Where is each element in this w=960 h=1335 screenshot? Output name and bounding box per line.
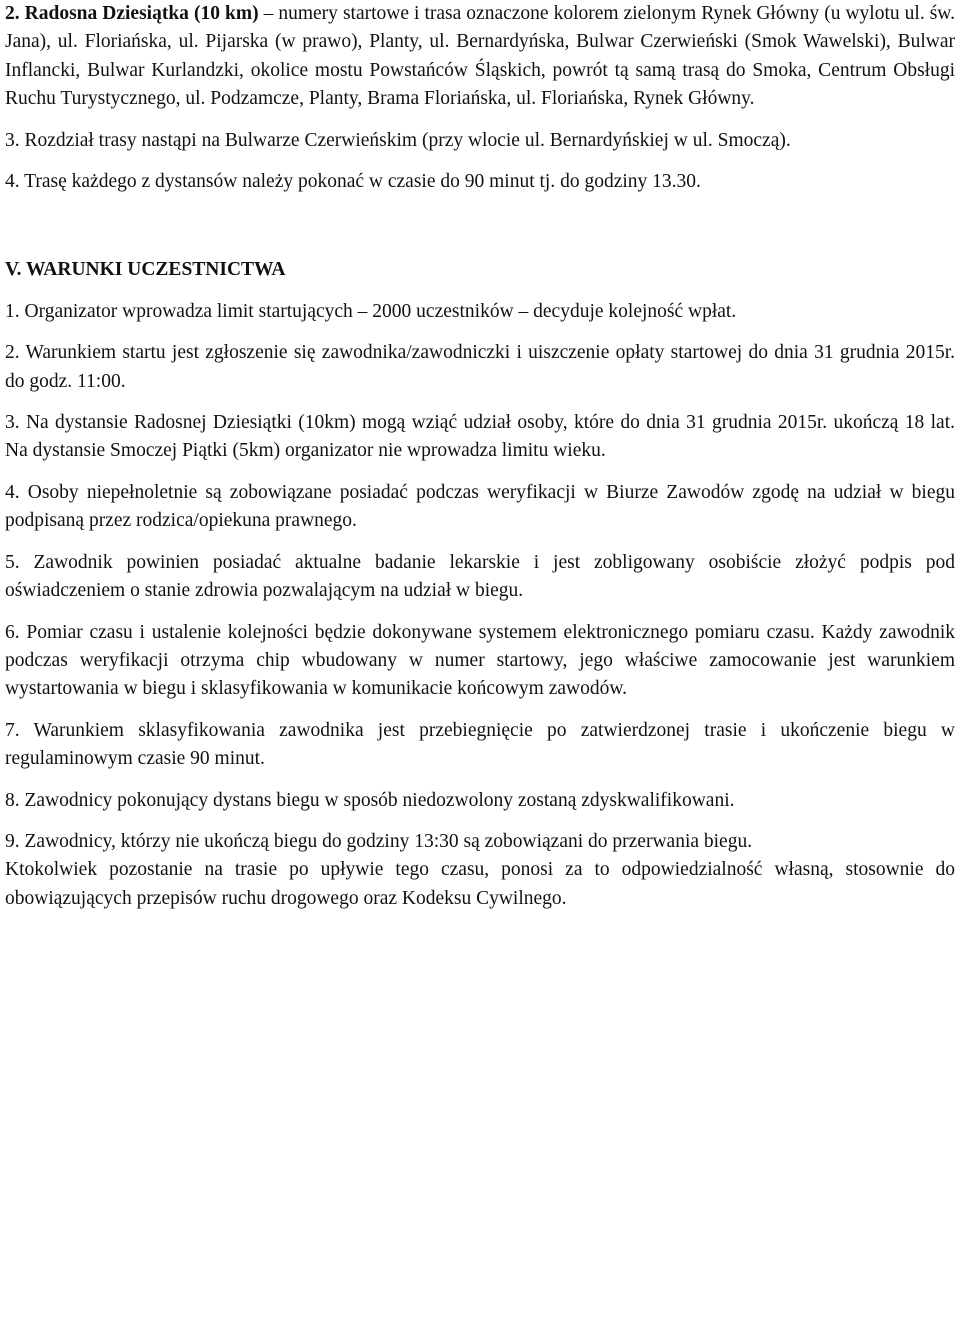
condition-item-7: 7. Warunkiem sklasyfikowania zawodnika jest przebiegnięcie po zatwierdzonej trasie i ukończenie biegu w regulaminowym czasie 90 minut. <box>5 719 955 770</box>
closing-paragraph: Ktokolwiek pozostanie na trasie po upływie tego czasu, ponosi za to odpowiedzialność własną, stosownie do obowiązujących przepisów ruchu drogowego oraz Kodeksu Cywilnego. <box>5 859 955 909</box>
condition-item-8: 8. Zawodnicy pokonujący dystans biegu w sposób niedozwolony zostaną zdyskwalifikowani. <box>5 789 735 811</box>
route-item-2 <box>5 0 955 114</box>
condition-item-9: 9. Zawodnicy, którzy nie ukończą biegu do godziny 13:30 są zobowiązani do przerwania biegu. <box>5 830 753 852</box>
section-heading-conditions: V. WARUNKI UCZESTNICTWA <box>5 259 286 281</box>
condition-item-2: 2. Warunkiem startu jest zgłoszenie się zawodnika/zawodniczki i uiszczenie opłaty startowej do dnia 31 grudnia 2015r. do godz. 11:00. <box>5 342 955 392</box>
condition-item-1: 1. Organizator wprowadza limit startujących – 2000 uczestników – decyduje kolejność wpłat. <box>5 300 737 322</box>
document-page <box>5 0 955 913</box>
condition-item-4: 4. Osoby niepełnoletnie są zobowiązane posiadać podczas weryfikacji w Biurze Zawodów zgodę na udział w biegu podpisaną przez rodzica/opiekuna prawnego. <box>5 481 955 532</box>
route-item-4: 4. Trasę każdego z dystansów należy pokonać w czasie do 90 minut tj. do godziny 13.30. <box>5 171 701 193</box>
condition-item-5: 5. Zawodnik powinien posiadać aktualne badanie lekarskie i jest zobligowany osobiście złożyć podpis pod oświadczeniem o stanie zdrowia pozwalającym na udział w biegu. <box>5 551 955 602</box>
route-item-2-title: 2. Radosna Dziesiątka (10 km) <box>5 3 259 24</box>
condition-item-6: 6. Pomiar czasu i ustalenie kolejności będzie dokonywane systemem elektronicznego pomiaru czasu. Każdy zawodnik podczas weryfikacji otrzyma chip wbudowany w numer startowy, jego właściwe zamocowanie jest warunkiem wystartowania w biegu i sklasyfikowania w komunikacie końcowym zawodów. <box>5 621 955 700</box>
route-item-2-description: – numery startowe i trasa oznaczone kolorem zielonym Rynek Główny (u wylotu ul. św. Jana), ul. Floriańska, ul. Pijarska (w prawo), Planty, ul. Bernardyńska, Bulwar Czerwieński (Smok Wawelski), Bulwar Inflancki, Bulwar Kurlandzki, okolice mostu Powstańców Śląskich, powrót tą samą trasą do Smoka, Centrum Obsługi Ruchu Turystycznego, ul. Podzamcze, Planty, Brama Floriańska, ul. Floriańska, Rynek Główny. <box>5 3 956 110</box>
route-item-3: 3. Rozdział trasy nastąpi na Bulwarze Czerwieńskim (przy wlocie ul. Bernardyńskiej w ul. Smoczą). <box>5 129 791 151</box>
condition-item-3: 3. Na dystansie Radosnej Dziesiątki (10km) mogą wziąć udział osoby, które do dnia 31 grudnia 2015r. ukończą 18 lat. Na dystansie Smoczej Piątki (5km) organizator nie wprowadza limitu wieku. <box>5 412 955 462</box>
